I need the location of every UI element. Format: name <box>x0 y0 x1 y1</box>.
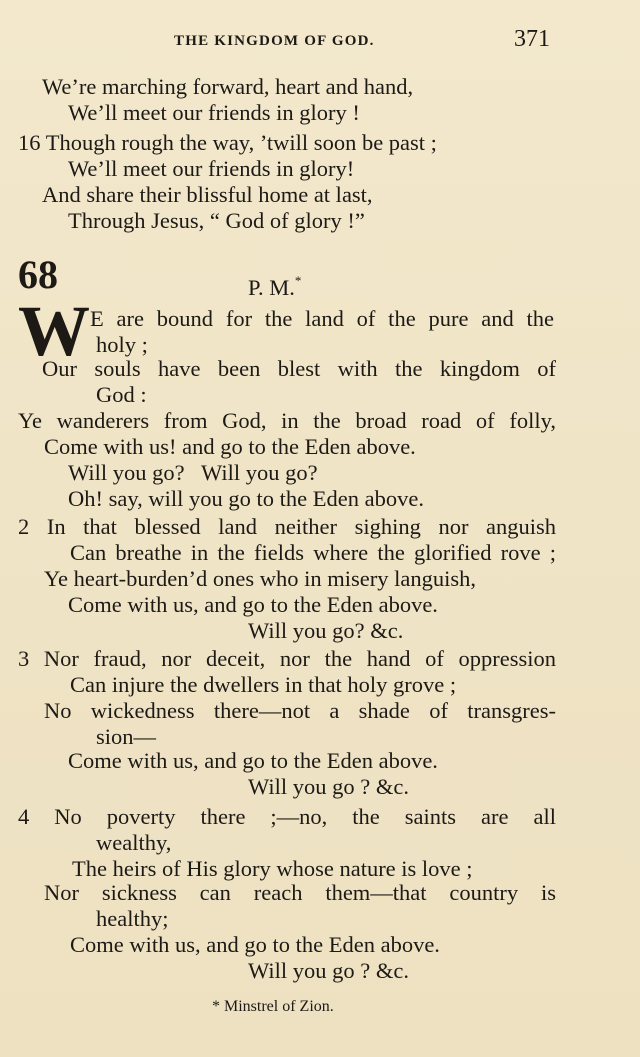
chorus-line: Will you go ? &c. <box>248 774 409 799</box>
verse-line: 4 No poverty there ;—no, the saints are all <box>18 804 556 829</box>
chorus-line: Will you go? &c. <box>248 618 404 643</box>
hymn-meter <box>248 275 301 301</box>
verse-line: Come with us, and go to the Eden above. <box>68 748 438 773</box>
verse-line: And share their blissful home at last, <box>42 182 373 207</box>
chorus-line: Will you go ? &c. <box>248 958 409 983</box>
verse-line: Come with us, and go to the Eden above. <box>68 592 438 617</box>
verse-line: healthy; <box>96 906 169 931</box>
meter-label: P. M. <box>248 275 295 300</box>
verse-line: 2 In that blessed land neither sighing nor anguish <box>18 514 556 539</box>
verse-line: No wickedness there—not a shade of transgres- <box>44 698 556 723</box>
page-header <box>0 26 640 56</box>
chorus-line: Will you go? Will you go? <box>68 460 318 485</box>
verse-line: Ye wanderers from God, in the broad road of folly, <box>18 408 556 433</box>
verse-line: sion— <box>96 724 157 749</box>
verse-line: God : <box>96 382 147 407</box>
drop-cap: W <box>18 291 88 371</box>
verse-line: We’ll meet our friends in glory! <box>68 156 355 181</box>
verse-line: holy ; <box>96 332 148 357</box>
verse-line: Through Jesus, “ God of glory !” <box>68 208 365 233</box>
verse-line: Come with us, and go to the Eden above. <box>70 932 440 957</box>
verse-line: The heirs of His glory whose nature is love ; <box>72 856 473 881</box>
verse-line: wealthy, <box>96 830 172 855</box>
verse-line: 3 Nor fraud, nor deceit, nor the hand of oppression <box>18 646 556 671</box>
footnote: * Minstrel of Zion. <box>212 998 334 1015</box>
verse-line: E are bound for the land of the pure and the <box>90 306 554 331</box>
running-title: THE KINGDOM OF GOD. <box>174 33 375 49</box>
verse-line: Ye heart-burden’d ones who in misery languish, <box>44 566 477 591</box>
verse-line: Our souls have been blest with the kingdom of <box>42 356 556 381</box>
chorus-line: Oh! say, will you go to the Eden above. <box>68 486 424 511</box>
hymn-number: 68 <box>18 252 58 297</box>
verse-line: We’re marching forward, heart and hand, <box>42 74 414 99</box>
verse-line: 16 Though rough the way, ’twill soon be past ; <box>18 130 437 155</box>
footnote-marker: * <box>294 273 302 288</box>
verse-line: Nor sickness can reach them—that country is <box>44 880 556 905</box>
verse-line: Come with us! and go to the Eden above. <box>44 434 416 459</box>
page-number: 371 <box>514 26 550 52</box>
verse-line: Can injure the dwellers in that holy grove ; <box>70 672 457 697</box>
verse-line: We’ll meet our friends in glory ! <box>68 100 360 125</box>
verse-line: Can breathe in the fields where the glorified rove ; <box>70 540 556 565</box>
